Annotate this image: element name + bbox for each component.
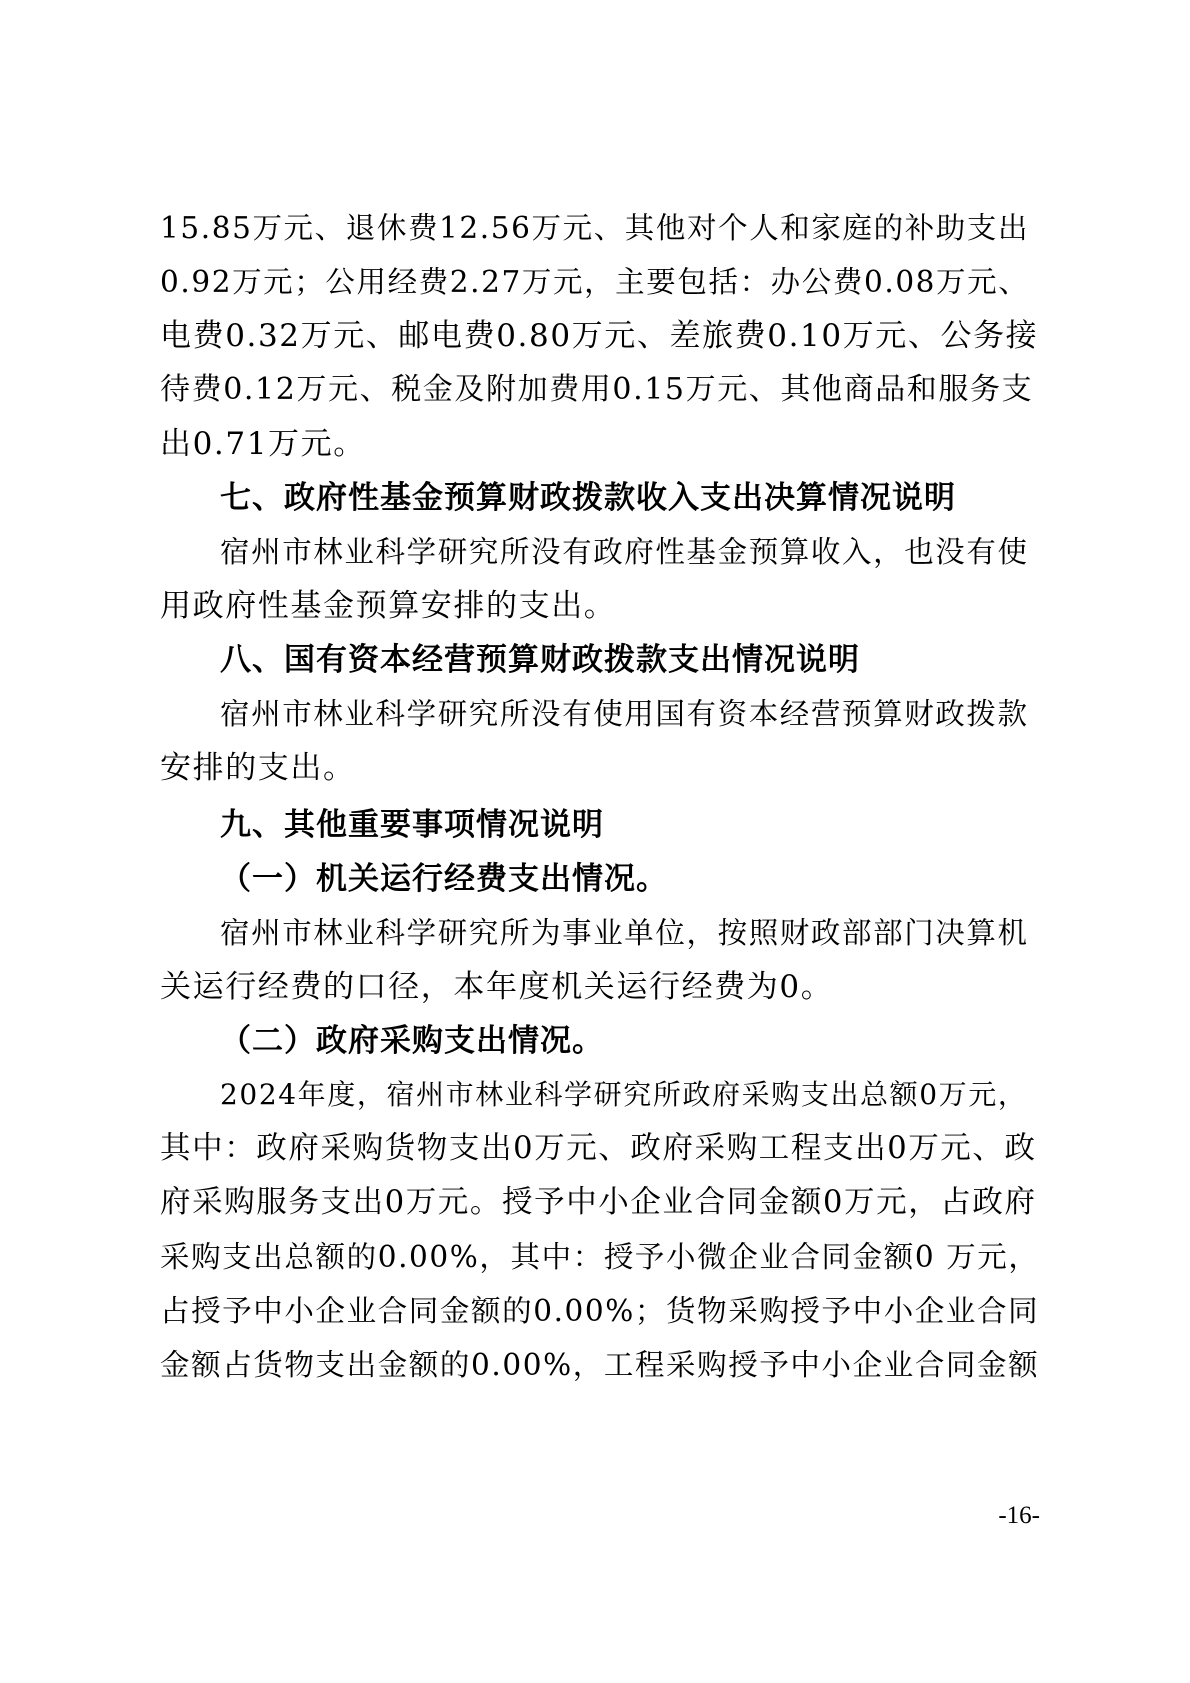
body-text-line: 15.85万元、退休费12.56万元、其他对个人和家庭的补助支出 <box>160 211 1030 245</box>
body-text-line: 府采购服务支出0万元。授予中小企业合同金额0万元，占政府 <box>160 1185 1037 1220</box>
body-text-line: 其中：政府采购货物支出0万元、政府采购工程支出0万元、政 <box>160 1131 1037 1166</box>
body-text-line: 关运行经费的口径，本年度机关运行经费为0。 <box>160 969 834 1005</box>
section-heading-9: 九、其他重要事项情况说明 <box>220 807 604 843</box>
body-text-line: 0.92万元；公用经费2.27万元，主要包括：办公费0.08万元、 <box>160 265 1030 299</box>
body-text-line: 安排的支出。 <box>160 750 356 786</box>
body-text-line: 金额占货物支出金额的0.00%，工程采购授予中小企业合同金额 <box>160 1348 1040 1382</box>
body-text-line: 宿州市林业科学研究所没有政府性基金预算收入，也没有使 <box>220 535 1029 569</box>
body-text-line: 占授予中小企业合同金额的0.00%；货物采购授予中小企业合同 <box>160 1294 1040 1328</box>
body-text-line: 电费0.32万元、邮电费0.80万元、差旅费0.10万元、公务接 <box>160 318 1039 354</box>
page-number: -16- <box>998 1502 1040 1529</box>
subsection-heading-2: （二）政府采购支出情况。 <box>220 1023 604 1059</box>
body-text-line: 待费0.12万元、税金及附加费用0.15万元、其他商品和服务支 <box>160 372 1034 407</box>
body-text-line: 宿州市林业科学研究所没有使用国有资本经营预算财政拨款 <box>220 697 1029 731</box>
section-heading-8: 八、国有资本经营预算财政拨款支出情况说明 <box>220 642 860 678</box>
section-heading-7: 七、政府性基金预算财政拨款收入支出决算情况说明 <box>220 480 956 516</box>
body-text-line: 宿州市林业科学研究所为事业单位，按照财政部部门决算机 <box>220 916 1029 950</box>
subsection-heading-1: （一）机关运行经费支出情况。 <box>220 861 668 897</box>
body-text-line: 出0.71万元。 <box>160 426 366 462</box>
body-text-line: 用政府性基金预算安排的支出。 <box>160 588 617 624</box>
body-text-line: 采购支出总额的0.00%，其中：授予小微企业合同金额0 万元， <box>160 1240 1040 1274</box>
body-text-line: 2024年度，宿州市林业科学研究所政府采购支出总额0万元， <box>220 1078 1028 1111</box>
